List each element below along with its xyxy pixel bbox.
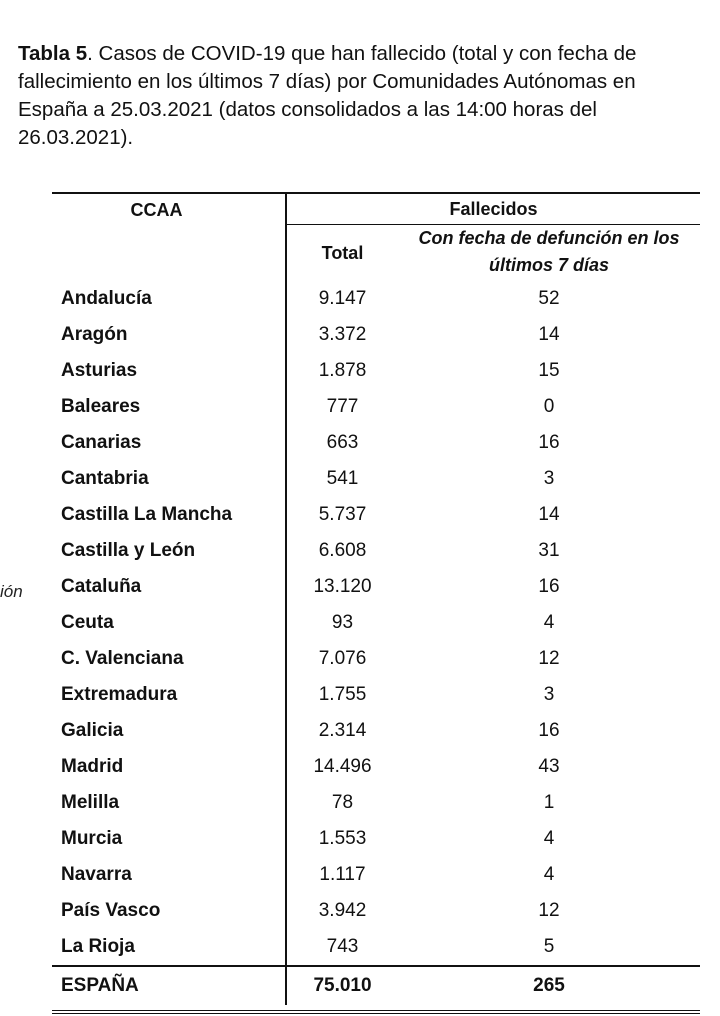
table-row	[52, 605, 700, 641]
caption-label: Tabla 5	[18, 42, 88, 65]
table-row	[52, 281, 700, 317]
cell-last7: 4	[543, 612, 555, 633]
cell-total: 2.314	[318, 720, 367, 741]
cell-total: 1.755	[318, 684, 367, 705]
table-row	[52, 677, 700, 713]
cell-ccaa: C. Valenciana	[52, 641, 286, 677]
table-row	[52, 425, 700, 461]
cell-last7: 14	[538, 504, 560, 525]
caption-text: . Casos de COVID-19 que han fallecido (total y con fecha de fallecimiento en los últimos 7 días) por Comunidades Autónomas en España a 25.03.2021 (datos consolidados a las 14:00 horas del 26.03.2021).	[18, 42, 637, 149]
cell-ccaa: Ceuta	[52, 605, 286, 641]
cell-ccaa: La Rioja	[52, 929, 286, 966]
cell-total: 5.737	[318, 504, 367, 525]
cell-last7: 5	[543, 936, 555, 957]
table-row	[52, 461, 700, 497]
cell-total: 1.553	[318, 828, 367, 849]
table-row	[52, 821, 700, 857]
cell-total: 6.608	[318, 540, 367, 561]
cell-total: 3.372	[318, 324, 367, 345]
cell-total: 541	[326, 468, 359, 489]
table-caption	[18, 40, 708, 152]
cell-last7: 0	[543, 396, 555, 417]
cell-total: 663	[326, 432, 359, 453]
total-last7: 265	[398, 966, 700, 1005]
cell-ccaa: País Vasco	[52, 893, 286, 929]
cell-total: 78	[331, 792, 354, 813]
cell-total: 7.076	[318, 648, 367, 669]
cell-total: 777	[326, 396, 359, 417]
table-row	[52, 785, 700, 821]
table-row	[52, 641, 700, 677]
table-bottom-rule	[52, 1010, 700, 1014]
cell-last7: 52	[538, 288, 560, 309]
deaths-table-container	[52, 192, 700, 1005]
header-fallecidos: Fallecidos	[449, 198, 538, 219]
cell-ccaa: Extremadura	[52, 677, 286, 713]
cell-ccaa: Madrid	[52, 749, 286, 785]
cell-ccaa: Navarra	[52, 857, 286, 893]
table-row	[52, 713, 700, 749]
cell-total: 1.878	[318, 360, 367, 381]
cell-total: 1.117	[319, 864, 366, 885]
cell-total: 9.147	[318, 288, 367, 309]
cell-total: 3.942	[318, 900, 367, 921]
header-total: Total	[286, 225, 398, 282]
deaths-table	[52, 192, 700, 1005]
cell-last7: 3	[543, 684, 555, 705]
cell-ccaa: Baleares	[52, 389, 286, 425]
cell-last7: 1	[543, 792, 555, 813]
cell-ccaa: Murcia	[52, 821, 286, 857]
margin-note: ión	[0, 582, 23, 601]
cell-ccaa: Aragón	[52, 317, 286, 353]
table-row	[52, 569, 700, 605]
cell-ccaa: Asturias	[52, 353, 286, 389]
cell-total: 13.120	[313, 576, 372, 597]
cell-last7: 16	[538, 576, 560, 597]
cell-last7: 12	[538, 900, 560, 921]
cell-ccaa: Castilla La Mancha	[52, 497, 286, 533]
cell-total: 743	[326, 936, 359, 957]
table-row	[52, 497, 700, 533]
cell-ccaa: Castilla y León	[52, 533, 286, 569]
cell-ccaa: Andalucía	[52, 281, 286, 317]
header-last7: Con fecha de defunción en los últimos 7 días	[398, 225, 700, 282]
cell-last7: 16	[538, 720, 560, 741]
cell-last7: 43	[538, 756, 560, 777]
cell-last7: 31	[538, 540, 560, 561]
table-total-row	[52, 966, 700, 1005]
cell-ccaa: Melilla	[52, 785, 286, 821]
total-ccaa: ESPAÑA	[52, 966, 286, 1005]
table-row	[52, 857, 700, 893]
header-ccaa: CCAA	[52, 194, 286, 281]
cell-ccaa: Galicia	[52, 713, 286, 749]
cell-ccaa: Canarias	[52, 425, 286, 461]
cell-ccaa: Cantabria	[52, 461, 286, 497]
table-row	[52, 893, 700, 929]
cell-total: 93	[331, 612, 354, 633]
cell-last7: 4	[543, 864, 555, 885]
cell-last7: 16	[538, 432, 560, 453]
cell-ccaa: Cataluña	[52, 569, 286, 605]
cell-total: 14.496	[313, 756, 372, 777]
cell-last7: 3	[543, 468, 555, 489]
cell-last7: 12	[538, 648, 560, 669]
table-row	[52, 389, 700, 425]
cell-last7: 14	[538, 324, 560, 345]
cell-last7: 15	[538, 360, 560, 381]
cell-last7: 4	[543, 828, 555, 849]
table-row	[52, 353, 700, 389]
table-row	[52, 749, 700, 785]
table-body	[52, 281, 700, 1005]
total-total: 75.010	[286, 966, 398, 1005]
table-row	[52, 929, 700, 966]
table-row	[52, 533, 700, 569]
table-row	[52, 317, 700, 353]
